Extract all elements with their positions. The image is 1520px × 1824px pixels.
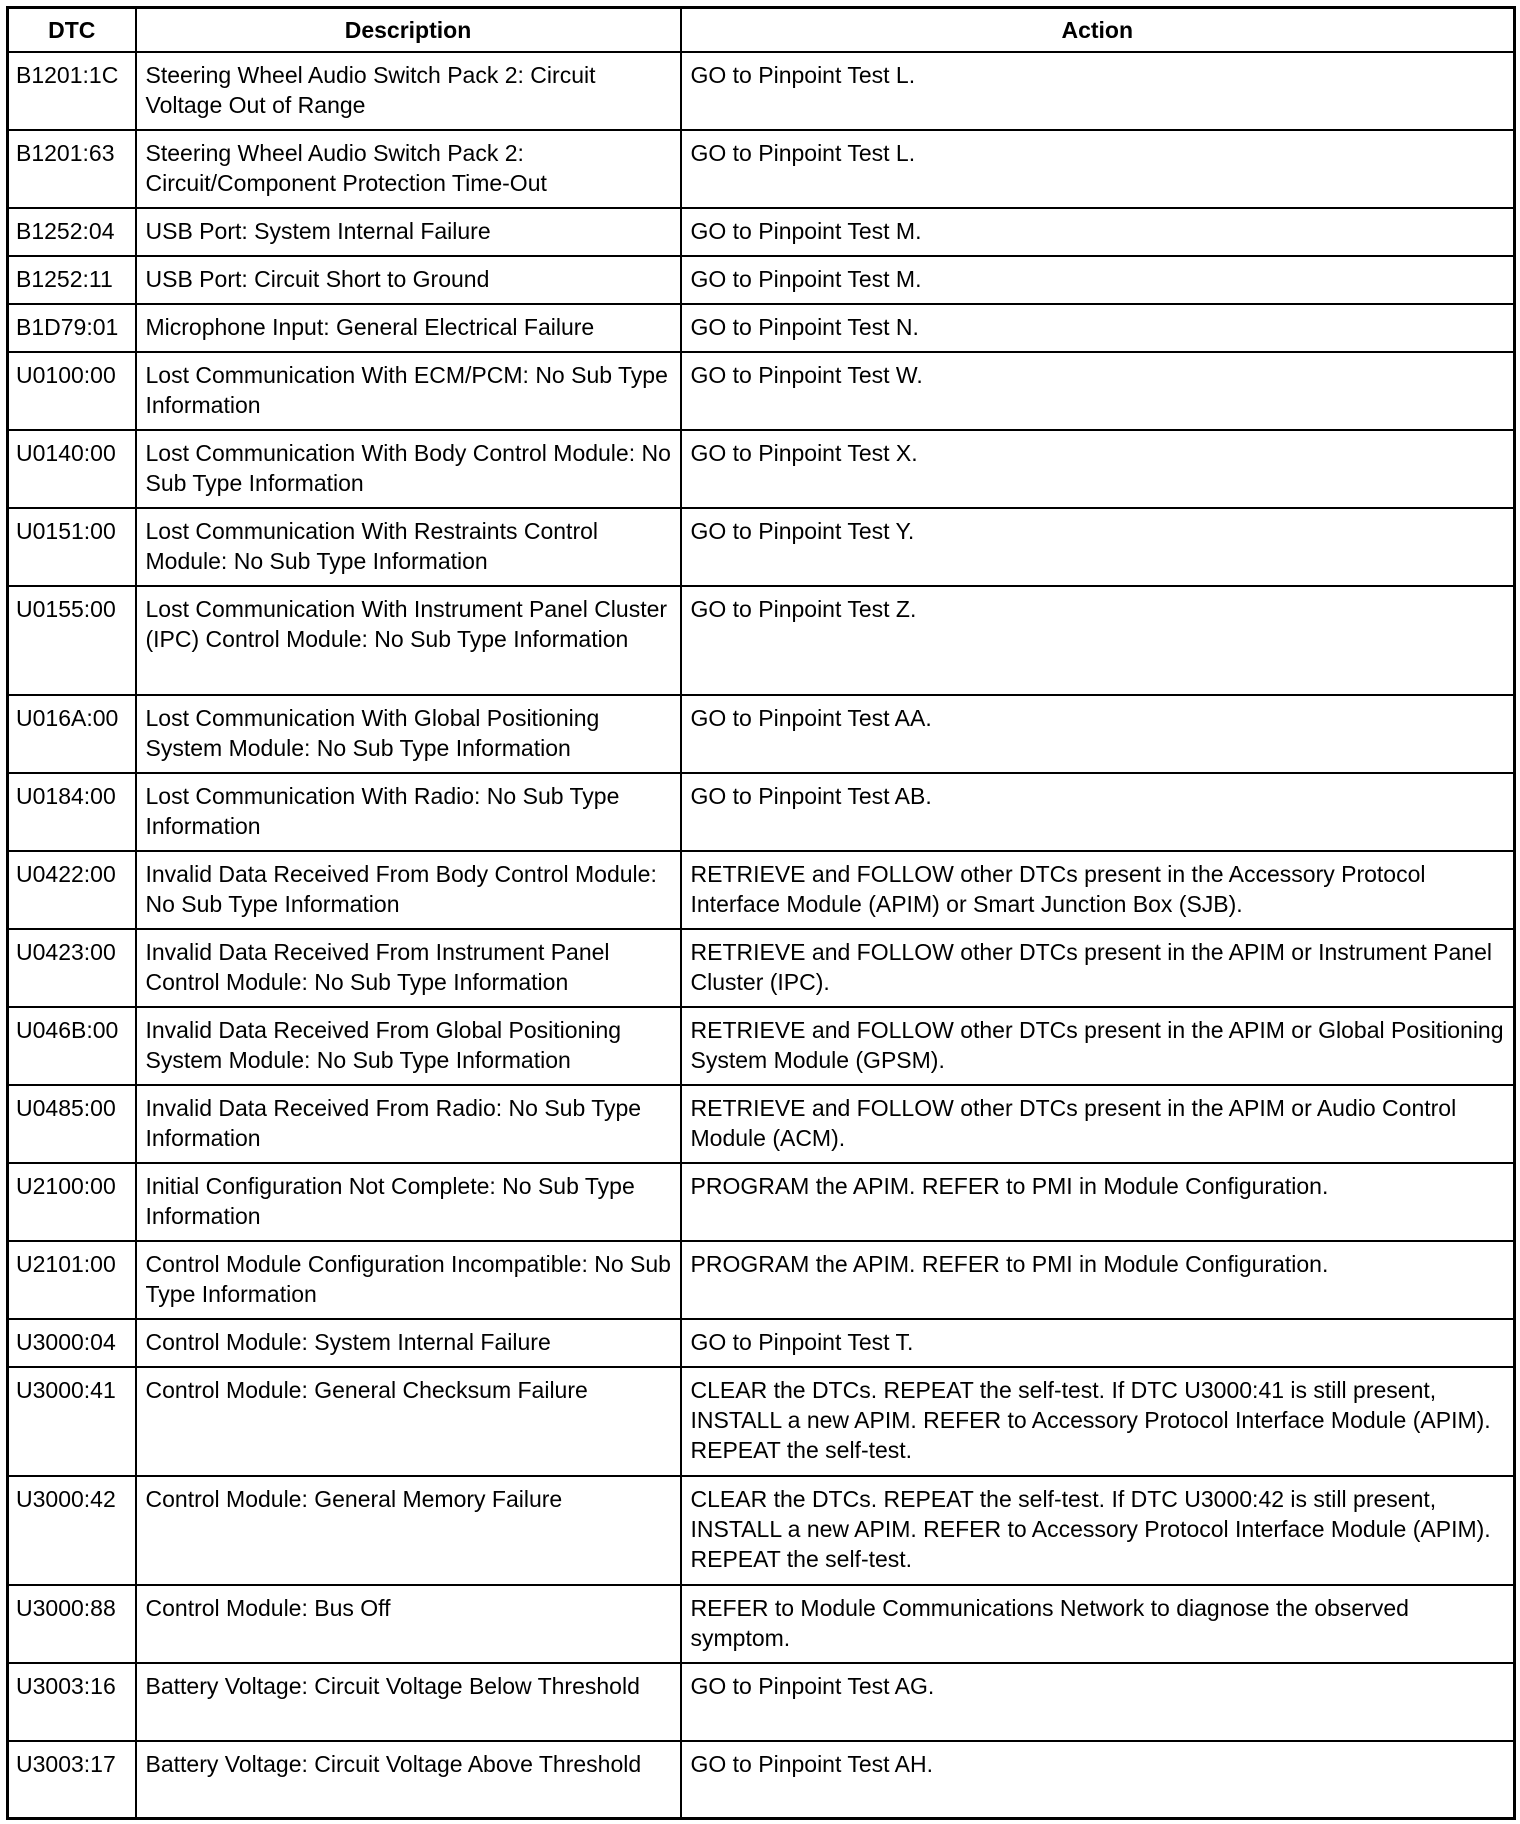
dtc-cell: B1252:11: [8, 256, 136, 304]
table-body: [8, 52, 1515, 1819]
description-cell: Invalid Data Received From Body Control Module: No Sub Type Information: [136, 851, 681, 929]
table-row: [8, 508, 1515, 586]
header-action: Action: [681, 8, 1515, 52]
dtc-cell: B1D79:01: [8, 304, 136, 352]
dtc-cell: U0140:00: [8, 430, 136, 508]
dtc-cell: U0184:00: [8, 773, 136, 851]
action-cell: GO to Pinpoint Test M.: [681, 208, 1515, 256]
table-row: [8, 256, 1515, 304]
dtc-cell: U0151:00: [8, 508, 136, 586]
table-row: [8, 1476, 1515, 1585]
action-cell: GO to Pinpoint Test Y.: [681, 508, 1515, 586]
table-row: [8, 1367, 1515, 1476]
table-row: [8, 1585, 1515, 1663]
dtc-cell: B1201:63: [8, 130, 136, 208]
action-cell: CLEAR the DTCs. REPEAT the self-test. If DTC U3000:41 is still present, INSTALL a new APIM. REFER to Accessory Protocol Interface Module (APIM). REPEAT the self-test.: [681, 1367, 1515, 1476]
table-row: [8, 130, 1515, 208]
description-cell: Microphone Input: General Electrical Failure: [136, 304, 681, 352]
table-row: [8, 352, 1515, 430]
dtc-cell: U3003:16: [8, 1663, 136, 1741]
table-row: [8, 773, 1515, 851]
table-row: [8, 208, 1515, 256]
action-cell: RETRIEVE and FOLLOW other DTCs present in the Accessory Protocol Interface Module (APIM) or Smart Junction Box (SJB).: [681, 851, 1515, 929]
description-cell: Lost Communication With Restraints Control Module: No Sub Type Information: [136, 508, 681, 586]
dtc-cell: U3003:17: [8, 1741, 136, 1819]
dtc-cell: U046B:00: [8, 1007, 136, 1085]
dtc-cell: U3000:41: [8, 1367, 136, 1476]
table-row: [8, 695, 1515, 773]
table-row: [8, 1663, 1515, 1741]
table-row: [8, 586, 1515, 695]
action-cell: RETRIEVE and FOLLOW other DTCs present in the APIM or Instrument Panel Cluster (IPC).: [681, 929, 1515, 1007]
action-cell: GO to Pinpoint Test T.: [681, 1319, 1515, 1367]
description-cell: Initial Configuration Not Complete: No Sub Type Information: [136, 1163, 681, 1241]
dtc-cell: U0155:00: [8, 586, 136, 695]
dtc-cell: U2101:00: [8, 1241, 136, 1319]
action-cell: GO to Pinpoint Test AA.: [681, 695, 1515, 773]
table-row: [8, 304, 1515, 352]
description-cell: Battery Voltage: Circuit Voltage Below Threshold: [136, 1663, 681, 1741]
dtc-cell: U0423:00: [8, 929, 136, 1007]
table-row: [8, 52, 1515, 130]
dtc-cell: U016A:00: [8, 695, 136, 773]
action-cell: GO to Pinpoint Test Z.: [681, 586, 1515, 695]
description-cell: Control Module: General Memory Failure: [136, 1476, 681, 1585]
header-description: Description: [136, 8, 681, 52]
dtc-cell: B1252:04: [8, 208, 136, 256]
description-cell: Lost Communication With Radio: No Sub Type Information: [136, 773, 681, 851]
description-cell: Control Module: Bus Off: [136, 1585, 681, 1663]
action-cell: GO to Pinpoint Test W.: [681, 352, 1515, 430]
action-cell: GO to Pinpoint Test X.: [681, 430, 1515, 508]
action-cell: PROGRAM the APIM. REFER to PMI in Module Configuration.: [681, 1163, 1515, 1241]
table-row: [8, 1085, 1515, 1163]
action-cell: RETRIEVE and FOLLOW other DTCs present in the APIM or Audio Control Module (ACM).: [681, 1085, 1515, 1163]
table-row: [8, 929, 1515, 1007]
table-row: [8, 1241, 1515, 1319]
action-cell: RETRIEVE and FOLLOW other DTCs present in the APIM or Global Positioning System Module (GPSM).: [681, 1007, 1515, 1085]
description-cell: Battery Voltage: Circuit Voltage Above Threshold: [136, 1741, 681, 1819]
description-cell: Control Module: General Checksum Failure: [136, 1367, 681, 1476]
action-cell: GO to Pinpoint Test AH.: [681, 1741, 1515, 1819]
description-cell: Lost Communication With ECM/PCM: No Sub Type Information: [136, 352, 681, 430]
action-cell: GO to Pinpoint Test AB.: [681, 773, 1515, 851]
description-cell: USB Port: System Internal Failure: [136, 208, 681, 256]
action-cell: GO to Pinpoint Test AG.: [681, 1663, 1515, 1741]
description-cell: Lost Communication With Instrument Panel Cluster (IPC) Control Module: No Sub Type Information: [136, 586, 681, 695]
description-cell: Control Module: System Internal Failure: [136, 1319, 681, 1367]
action-cell: REFER to Module Communications Network to diagnose the observed symptom.: [681, 1585, 1515, 1663]
description-cell: Steering Wheel Audio Switch Pack 2: Circuit/Component Protection Time-Out: [136, 130, 681, 208]
action-cell: PROGRAM the APIM. REFER to PMI in Module Configuration.: [681, 1241, 1515, 1319]
table-row: [8, 851, 1515, 929]
table-header-row: [8, 8, 1515, 52]
description-cell: Invalid Data Received From Global Positioning System Module: No Sub Type Information: [136, 1007, 681, 1085]
dtc-cell: U0100:00: [8, 352, 136, 430]
dtc-cell: U2100:00: [8, 1163, 136, 1241]
header-dtc: DTC: [8, 8, 136, 52]
description-cell: Invalid Data Received From Radio: No Sub Type Information: [136, 1085, 681, 1163]
table-row: [8, 1163, 1515, 1241]
dtc-cell: U3000:88: [8, 1585, 136, 1663]
action-cell: GO to Pinpoint Test N.: [681, 304, 1515, 352]
dtc-cell: U3000:42: [8, 1476, 136, 1585]
description-cell: USB Port: Circuit Short to Ground: [136, 256, 681, 304]
description-cell: Lost Communication With Body Control Module: No Sub Type Information: [136, 430, 681, 508]
description-cell: Control Module Configuration Incompatible: No Sub Type Information: [136, 1241, 681, 1319]
table-row: [8, 1007, 1515, 1085]
dtc-table: [6, 6, 1516, 1820]
dtc-cell: U0422:00: [8, 851, 136, 929]
description-cell: Lost Communication With Global Positioning System Module: No Sub Type Information: [136, 695, 681, 773]
table-row: [8, 1319, 1515, 1367]
dtc-cell: B1201:1C: [8, 52, 136, 130]
description-cell: Invalid Data Received From Instrument Panel Control Module: No Sub Type Information: [136, 929, 681, 1007]
table-row: [8, 1741, 1515, 1819]
action-cell: GO to Pinpoint Test L.: [681, 52, 1515, 130]
action-cell: GO to Pinpoint Test L.: [681, 130, 1515, 208]
table-row: [8, 430, 1515, 508]
dtc-cell: U0485:00: [8, 1085, 136, 1163]
action-cell: CLEAR the DTCs. REPEAT the self-test. If DTC U3000:42 is still present, INSTALL a new APIM. REFER to Accessory Protocol Interface Module (APIM). REPEAT the self-test.: [681, 1476, 1515, 1585]
action-cell: GO to Pinpoint Test M.: [681, 256, 1515, 304]
dtc-cell: U3000:04: [8, 1319, 136, 1367]
description-cell: Steering Wheel Audio Switch Pack 2: Circuit Voltage Out of Range: [136, 52, 681, 130]
